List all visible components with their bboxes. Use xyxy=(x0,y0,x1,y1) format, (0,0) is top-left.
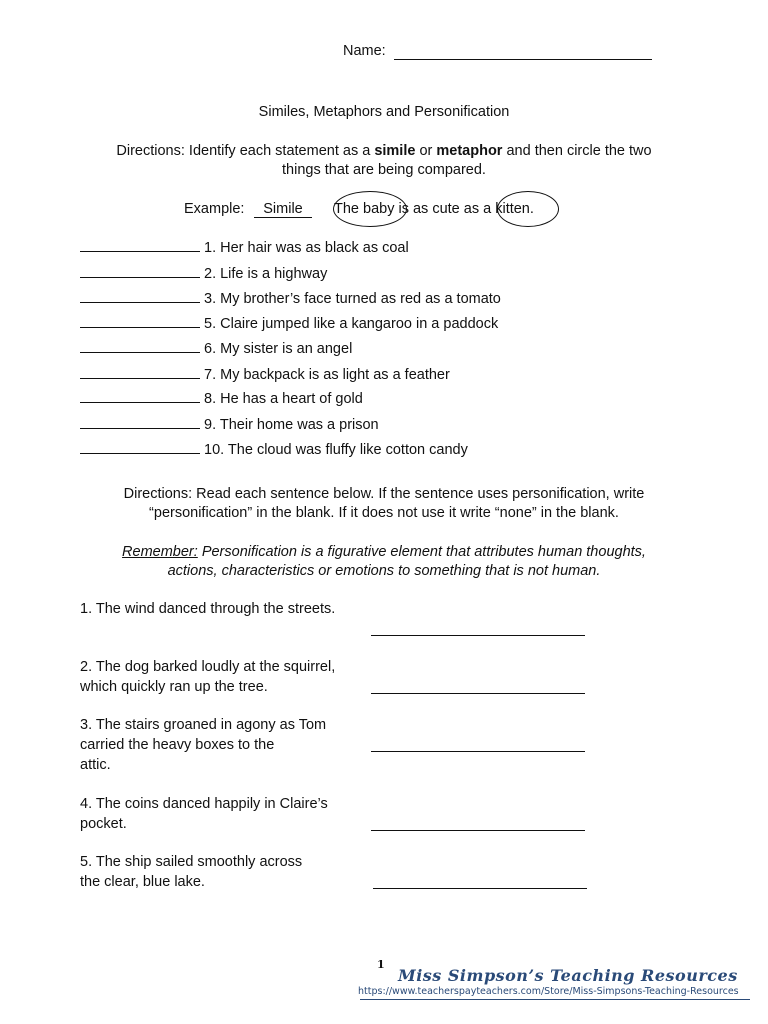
statement-row: 3. My brother’s face turned as red as a tomato xyxy=(80,290,501,307)
example-answer: Simile xyxy=(254,201,312,218)
answer-blank[interactable] xyxy=(80,366,200,379)
footer-url-link[interactable]: https://www.teacherspayteachers.com/Store/Miss-Simpsons-Teaching-Resources xyxy=(358,986,739,997)
personification-item: 5. The ship sailed smoothly across the clear, blue lake. xyxy=(80,854,303,890)
example-word-baby: baby xyxy=(363,201,395,217)
statement-row: 9. Their home was a prison xyxy=(80,416,379,433)
directions-2-line-2: “personification” in the blank. If it does not use it write “none” in the blank. xyxy=(149,505,619,521)
answer-blank[interactable] xyxy=(80,265,200,278)
keyword-metaphor: metaphor xyxy=(436,143,503,159)
answer-blank[interactable] xyxy=(80,340,200,353)
answer-blank[interactable] xyxy=(80,315,200,328)
personification-item: 2. The dog barked loudly at the squirrel, which quickly ran up the tree. xyxy=(80,659,336,695)
footer-brand: Miss Simpson’s Teaching Resources xyxy=(398,966,738,985)
name-blank-line xyxy=(394,59,652,60)
page-title: Similes, Metaphors and Personification xyxy=(258,104,510,120)
remember-label: Remember: xyxy=(122,544,198,560)
example-sentence: The baby is as cute as a kitten. xyxy=(334,201,534,217)
statement-row: 8. He has a heart of gold xyxy=(80,390,363,407)
answer-blank[interactable] xyxy=(80,290,200,303)
statement-row: 5. Claire jumped like a kangaroo in a paddock xyxy=(80,315,498,332)
footer-rule xyxy=(360,999,750,1000)
statement-row: 1. Her hair was as black as coal xyxy=(80,239,409,256)
name-label: Name: xyxy=(343,43,386,59)
answer-blank[interactable] xyxy=(80,416,200,429)
circle-kitten-mark xyxy=(497,191,559,227)
answer-blank[interactable] xyxy=(80,441,200,454)
answer-blank[interactable] xyxy=(371,751,585,752)
personification-item: 3. The stairs groaned in agony as Tom carried the heavy boxes to the attic. xyxy=(80,717,327,773)
page-number: 1 xyxy=(377,958,385,971)
answer-blank[interactable] xyxy=(373,888,587,889)
directions-1-line-1: Directions: Identify each statement as a simile or metaphor and then circle the two xyxy=(116,143,652,159)
statement-row: 2. Life is a highway xyxy=(80,265,327,282)
example-word-kitten: kitten xyxy=(495,201,530,217)
directions-1-line-2: things that are being compared. xyxy=(282,162,486,178)
answer-blank[interactable] xyxy=(371,830,585,831)
directions-2-line-1: Directions: Read each sentence below. If the sentence uses personification, write xyxy=(123,486,645,502)
keyword-simile: simile xyxy=(374,143,416,159)
answer-blank[interactable] xyxy=(80,390,200,403)
answer-blank[interactable] xyxy=(371,635,585,636)
statement-row: 10. The cloud was fluffy like cotton candy xyxy=(80,441,468,458)
statement-row: 7. My backpack is as light as a feather xyxy=(80,366,450,383)
remember-line-1: Remember: Personification is a figurative element that attributes human thoughts, xyxy=(122,544,646,560)
personification-item: 4. The coins danced happily in Claire’s pocket. xyxy=(80,796,328,832)
example-label: Example: xyxy=(184,201,245,217)
circle-baby-mark xyxy=(333,191,407,227)
statement-row: 6. My sister is an angel xyxy=(80,340,352,357)
personification-item: 1. The wind danced through the streets. xyxy=(80,601,336,617)
name-field xyxy=(343,43,386,59)
answer-blank[interactable] xyxy=(80,239,200,252)
remember-line-2: actions, characteristics or emotions to something that is not human. xyxy=(167,563,601,579)
answer-blank[interactable] xyxy=(371,693,585,694)
